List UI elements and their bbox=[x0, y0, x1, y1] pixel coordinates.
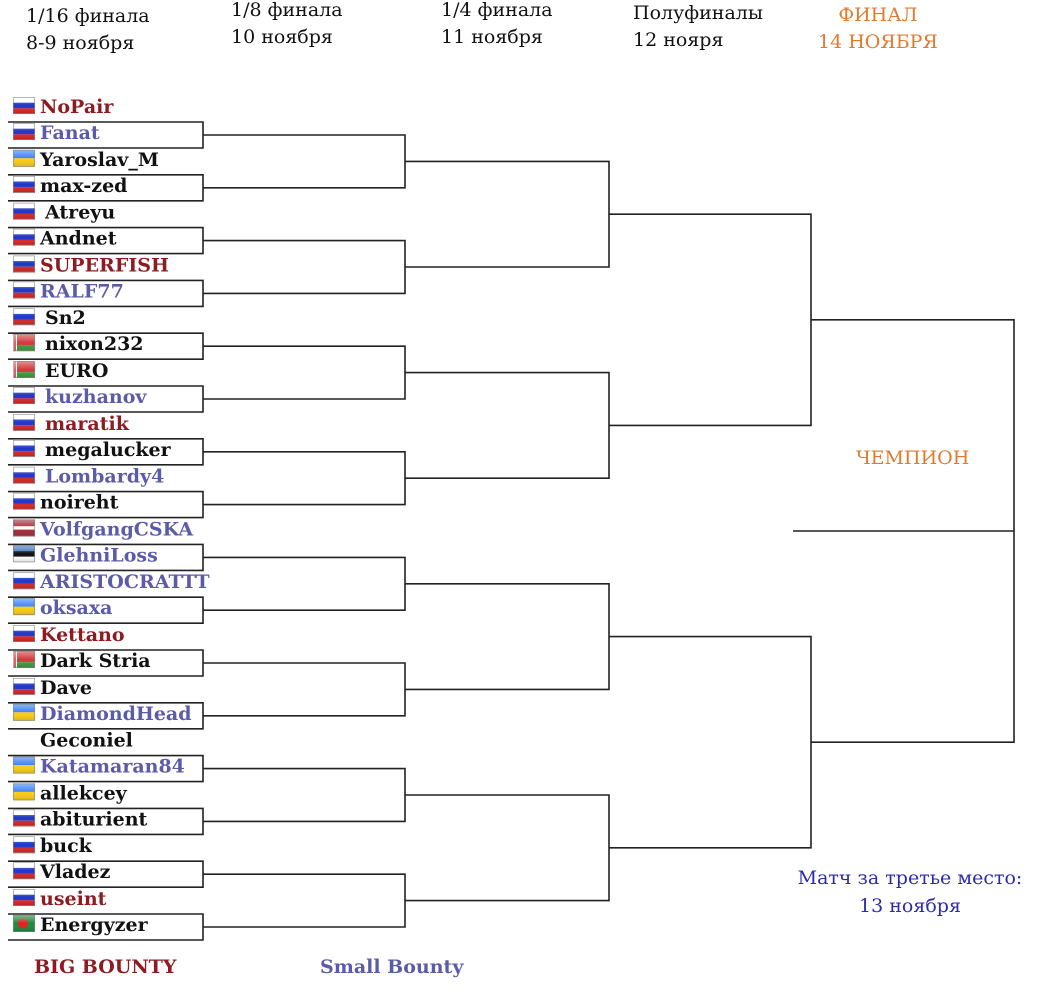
player-name: Sn2 bbox=[45, 307, 86, 330]
flag-icon bbox=[13, 440, 35, 457]
round-name: 1/4 финала bbox=[441, 0, 553, 21]
player-name: megalucker bbox=[45, 438, 171, 461]
player-name: Dark Stria bbox=[40, 650, 151, 672]
player-name: ARISTOCRATTT bbox=[40, 571, 210, 594]
player-name: max-zed bbox=[40, 174, 128, 197]
round-date: 8-9 ноября bbox=[26, 32, 135, 54]
third-place-match bbox=[780, 864, 1040, 920]
player-name: Kettano bbox=[40, 624, 125, 646]
player-name: oksaxa bbox=[40, 597, 113, 620]
flag-icon bbox=[13, 915, 35, 932]
flag-icon bbox=[13, 572, 35, 589]
flag-icon bbox=[13, 387, 35, 404]
match-bracket-r3 bbox=[405, 373, 609, 479]
round-name: Полуфиналы bbox=[633, 2, 763, 24]
match-bracket-r4 bbox=[609, 214, 811, 425]
flag-icon bbox=[13, 255, 35, 272]
flag-icon bbox=[13, 862, 35, 879]
flag-icon bbox=[13, 519, 35, 536]
round-name: ФИНАЛ bbox=[838, 4, 918, 26]
player-name: noireht bbox=[40, 491, 119, 514]
champion-label: ЧЕМПИОН bbox=[856, 447, 970, 469]
flag-icon bbox=[13, 176, 35, 193]
match-bracket-r2 bbox=[203, 663, 405, 716]
third-place-date: 13 ноября bbox=[859, 895, 961, 917]
match-bracket-r2 bbox=[203, 241, 405, 294]
flag-icon bbox=[13, 361, 35, 378]
flag-icon bbox=[13, 229, 35, 246]
round-date: 14 НОЯБРЯ bbox=[818, 31, 938, 53]
match-bracket-r2 bbox=[203, 769, 405, 822]
player-name: Vladez bbox=[40, 861, 111, 884]
round-name: 1/16 финала bbox=[26, 5, 150, 27]
match-bracket-r2 bbox=[203, 135, 405, 188]
flag-icon bbox=[13, 203, 35, 220]
flag-icon bbox=[13, 545, 35, 562]
flag-icon bbox=[13, 334, 35, 351]
player-name: NoPair bbox=[40, 96, 114, 118]
player-name: kuzhanov bbox=[45, 386, 147, 408]
match-bracket-r4 bbox=[609, 637, 811, 848]
player-name: buck bbox=[40, 835, 92, 858]
flag-icon bbox=[13, 836, 35, 853]
match-bracket-r3 bbox=[405, 161, 609, 267]
player-name: Fanat bbox=[40, 122, 100, 144]
legend-big-bounty: BIG BOUNTY bbox=[34, 956, 177, 978]
player-name: Lombardy4 bbox=[45, 465, 165, 488]
player-name: Dave bbox=[40, 676, 92, 699]
player-name: SUPERFISH bbox=[40, 254, 169, 277]
flag-icon bbox=[13, 757, 35, 774]
round-date: 10 ноября bbox=[231, 26, 333, 48]
flag-icon bbox=[13, 123, 35, 140]
player-name: abiturient bbox=[40, 808, 148, 831]
match-bracket-r3 bbox=[405, 584, 609, 690]
player-name: allekcey bbox=[40, 782, 127, 805]
player-name: Andnet bbox=[40, 227, 117, 250]
player-name: maratik bbox=[45, 412, 129, 435]
flag-icon bbox=[13, 493, 35, 510]
player-name: Atreyu bbox=[45, 201, 116, 224]
round-date: 12 нояря bbox=[633, 29, 724, 51]
player-name: DiamondHead bbox=[40, 702, 192, 725]
flag-icon bbox=[13, 704, 35, 721]
player-name: EURO bbox=[45, 360, 109, 382]
flag-icon bbox=[13, 414, 35, 431]
flag-icon bbox=[13, 783, 35, 800]
flag-icon bbox=[13, 809, 35, 826]
player-name: Yaroslav_M bbox=[40, 148, 159, 171]
player-name: RALF77 bbox=[40, 280, 124, 303]
flag-icon bbox=[13, 308, 35, 325]
player-name: useint bbox=[40, 888, 107, 910]
match-bracket-r2 bbox=[203, 557, 405, 610]
round-date: 11 ноября bbox=[441, 26, 543, 48]
round-name: 1/8 финала bbox=[231, 0, 343, 21]
flag-icon bbox=[13, 467, 35, 484]
flag-icon bbox=[13, 625, 35, 642]
flag-icon bbox=[13, 678, 35, 695]
player-name: Katamaran84 bbox=[40, 755, 185, 778]
flag-icon bbox=[13, 281, 35, 298]
legend-small-bounty: Small Bounty bbox=[320, 956, 464, 978]
player-name: Energyzer bbox=[40, 914, 148, 936]
match-bracket-r1 bbox=[8, 122, 203, 148]
flag-icon bbox=[13, 889, 35, 906]
match-bracket-r3 bbox=[405, 795, 609, 901]
player-name: GlehniLoss bbox=[40, 544, 158, 567]
match-bracket-r2 bbox=[203, 874, 405, 927]
third-place-title: Матч за третье место: bbox=[797, 867, 1023, 889]
flag-icon bbox=[13, 150, 35, 167]
flag-icon bbox=[13, 598, 35, 615]
flag-icon bbox=[13, 651, 35, 668]
player-name: nixon232 bbox=[45, 333, 144, 356]
player-name: VolfgangCSKA bbox=[40, 518, 194, 541]
flag-icon bbox=[13, 97, 35, 114]
player-name: Geconiel bbox=[40, 729, 133, 752]
match-bracket-r2 bbox=[203, 452, 405, 505]
match-bracket-r2 bbox=[203, 346, 405, 399]
